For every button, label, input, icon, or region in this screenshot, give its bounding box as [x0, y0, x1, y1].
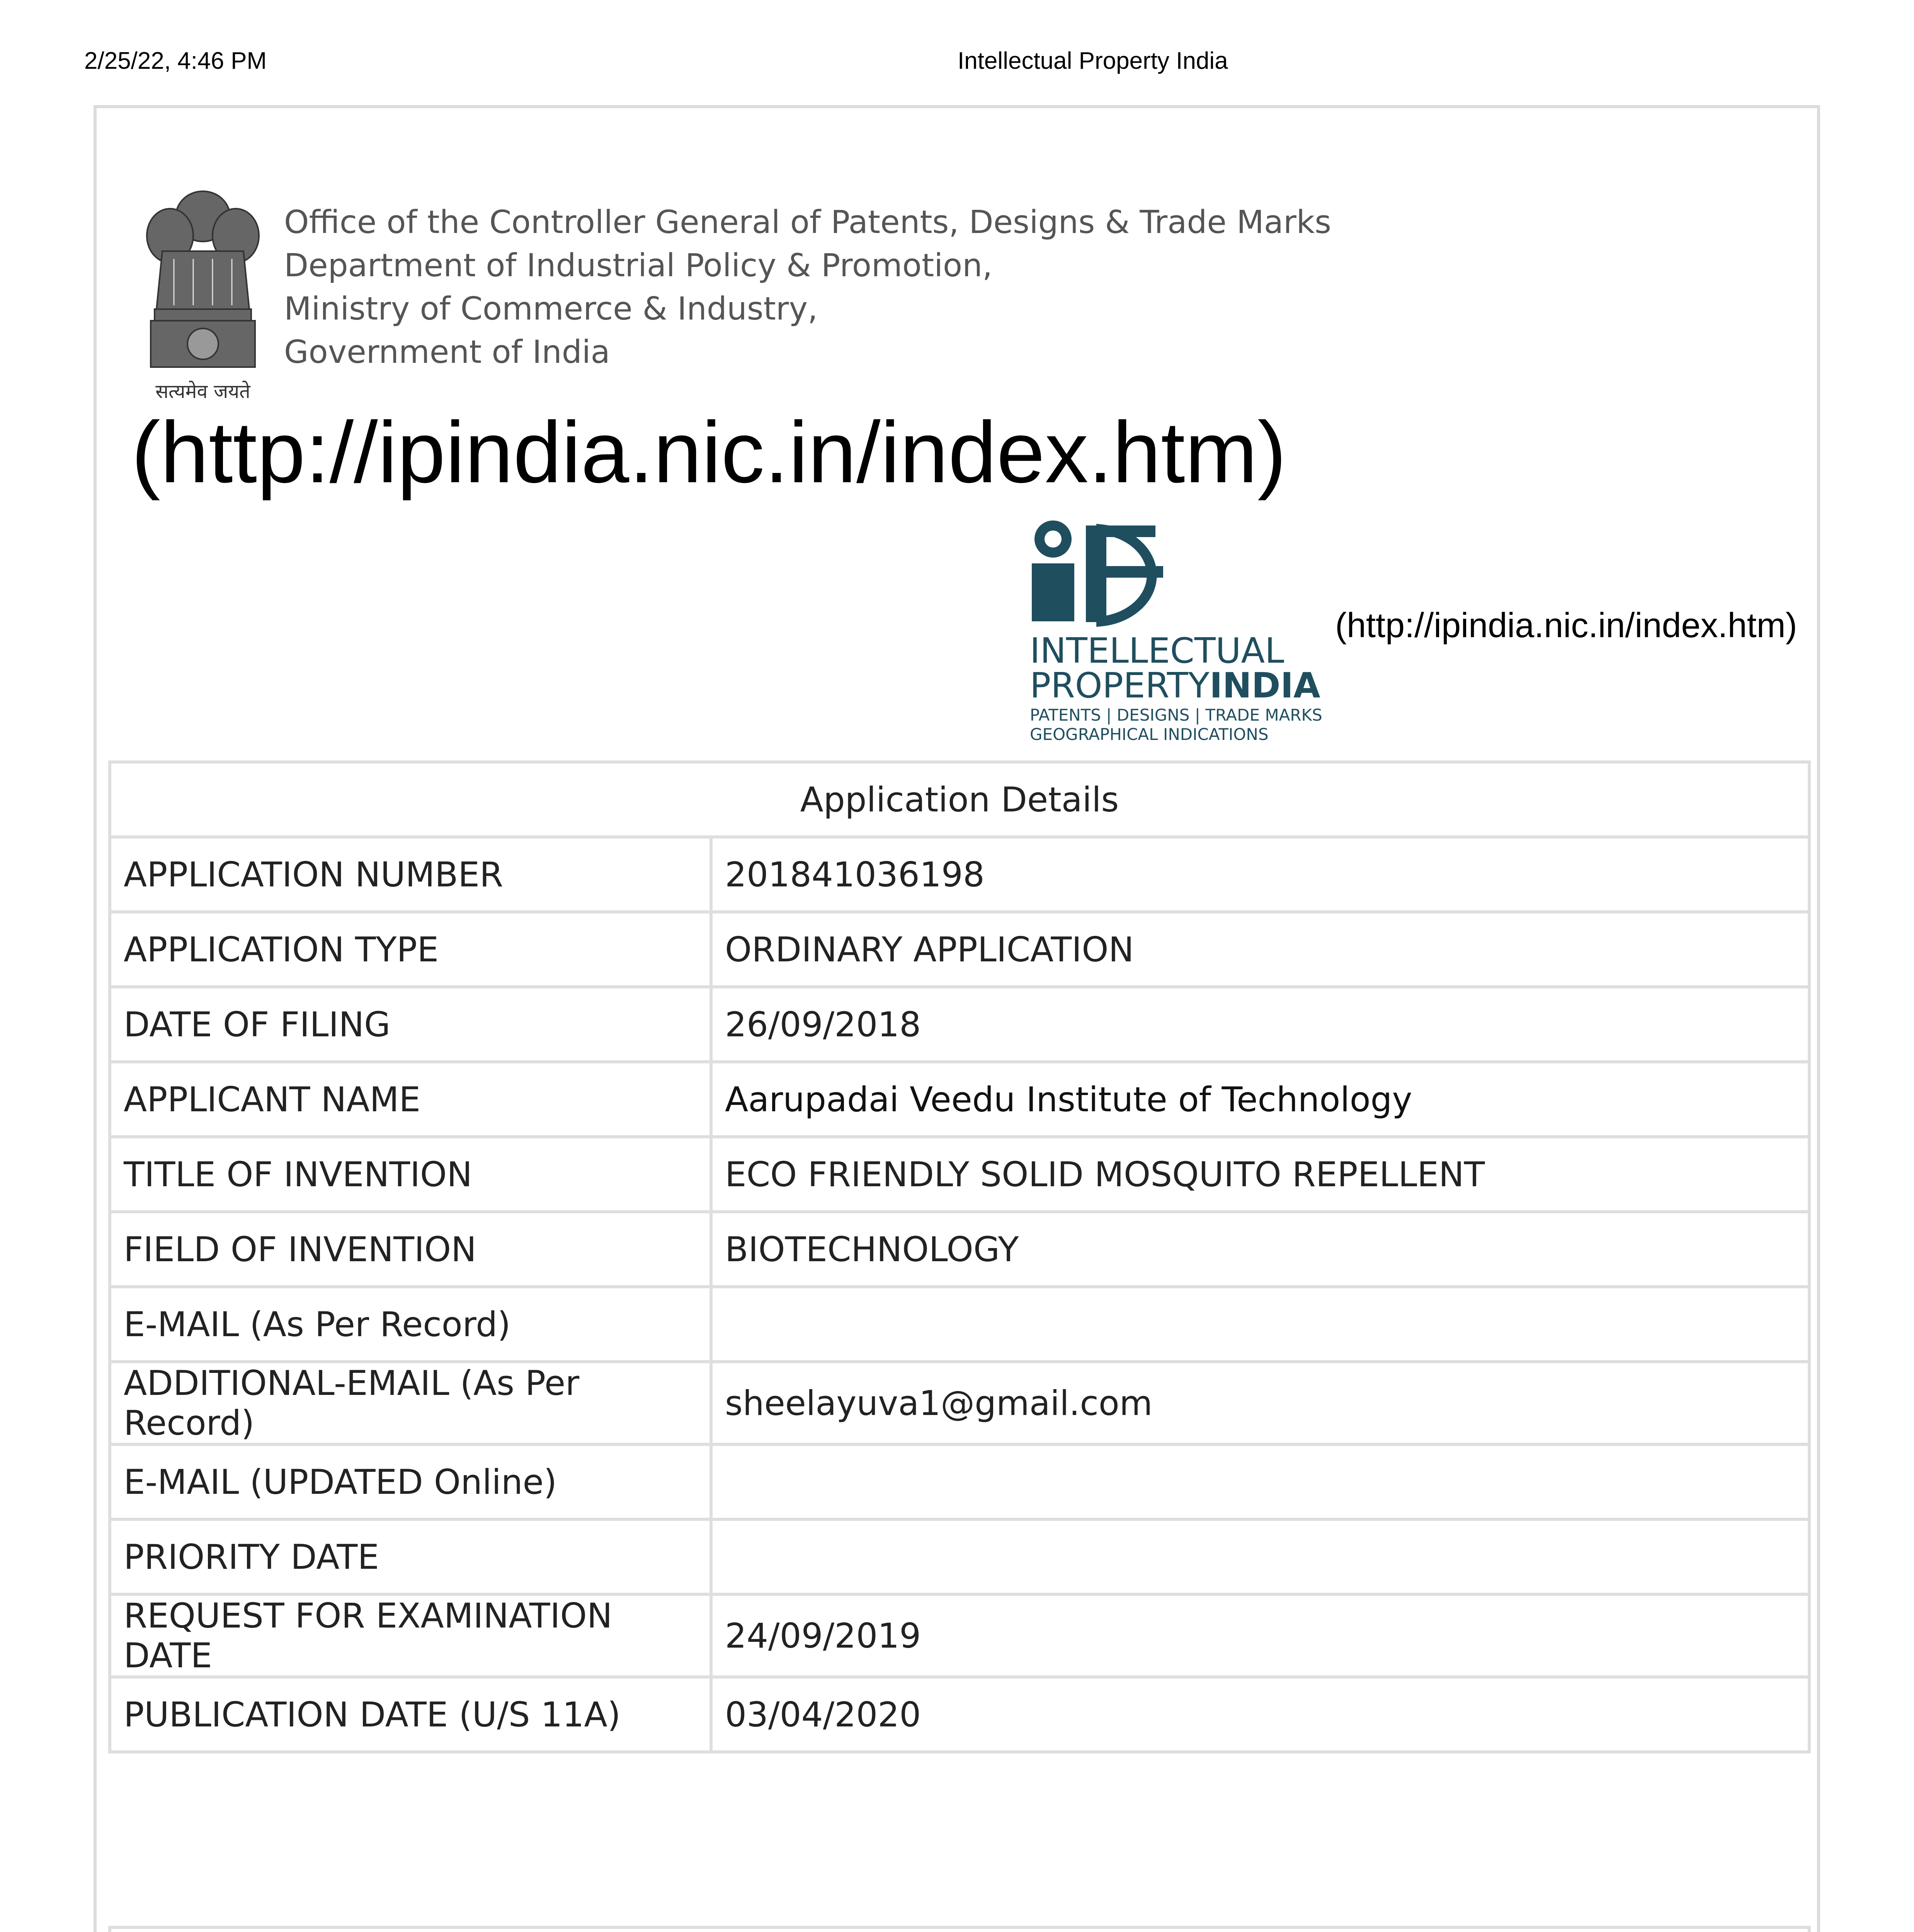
row-value: sheelayuva1@gmail.com — [711, 1362, 1809, 1444]
row-label: TITLE OF INVENTION — [110, 1137, 711, 1212]
row-label: PUBLICATION DATE (U/S 11A) — [110, 1677, 711, 1752]
table-heading: Application Details — [110, 762, 1809, 837]
logo-line: PROPERTY — [1030, 665, 1210, 706]
row-value — [711, 1519, 1809, 1594]
row-label: ADDITIONAL-EMAIL (As Per Record) — [110, 1362, 711, 1444]
status-heading — [110, 1927, 1809, 1932]
office-line: Ministry of Commerce & Industry, — [284, 291, 818, 327]
table-row — [110, 1362, 1809, 1444]
table-row — [110, 837, 1809, 912]
print-datetime: 2/25/22, 4:46 PM — [84, 48, 267, 74]
table-row — [110, 987, 1809, 1062]
row-value: 03/04/2020 — [711, 1677, 1809, 1752]
row-value: Aarupadai Veedu Institute of Technology — [711, 1062, 1809, 1137]
logo-line: INDIA — [1210, 665, 1320, 706]
row-label: FIELD OF INVENTION — [110, 1212, 711, 1287]
row-value: 201841036198 — [711, 837, 1809, 912]
home-link[interactable]: (http://ipindia.nic.in/index.htm) — [131, 403, 1286, 501]
office-line: Office of the Controller General of Patents, Designs & Trade Marks — [284, 204, 1331, 241]
table-row — [110, 912, 1809, 987]
row-label: APPLICANT NAME — [110, 1062, 711, 1137]
row-value: ORDINARY APPLICATION — [711, 912, 1809, 987]
table-row — [110, 1212, 1809, 1287]
print-page-title: Intellectual Property India — [958, 48, 1228, 74]
ip-india-logo[interactable] — [1028, 518, 1337, 746]
row-label: APPLICATION NUMBER — [110, 837, 711, 912]
office-lines — [284, 201, 1331, 374]
application-status-table — [108, 1926, 1811, 1932]
row-label: DATE OF FILING — [110, 987, 711, 1062]
table-row — [110, 1062, 1809, 1137]
emblem-motto: सत्यमेव जयते — [155, 380, 250, 403]
row-value — [711, 1287, 1809, 1362]
table-row — [110, 1444, 1809, 1519]
office-line: Department of Industrial Policy & Promotion, — [284, 247, 993, 284]
table-row — [110, 1137, 1809, 1212]
row-value: ECO FRIENDLY SOLID MOSQUITO REPELLENT — [711, 1137, 1809, 1212]
logo-line: PATENTS | DESIGNS | TRADE MARKS — [1030, 706, 1322, 724]
logo-line: GEOGRAPHICAL INDICATIONS — [1030, 725, 1269, 744]
table-row — [110, 1594, 1809, 1677]
row-label: REQUEST FOR EXAMINATION DATE — [110, 1594, 711, 1677]
row-value — [711, 1444, 1809, 1519]
office-line: Government of India — [284, 334, 610, 371]
national-emblem-icon — [139, 182, 267, 406]
row-label: E-MAIL (As Per Record) — [110, 1287, 711, 1362]
row-value: BIOTECHNOLOGY — [711, 1212, 1809, 1287]
application-details-table — [108, 760, 1811, 1753]
logo-link[interactable]: (http://ipindia.nic.in/index.htm) — [1335, 606, 1797, 645]
table-row — [110, 1519, 1809, 1594]
row-label: PRIORITY DATE — [110, 1519, 711, 1594]
row-label: APPLICATION TYPE — [110, 912, 711, 987]
row-value: 24/09/2019 — [711, 1594, 1809, 1677]
table-row — [110, 1287, 1809, 1362]
logo-line: INTELLECTUAL — [1030, 631, 1285, 671]
row-value: 26/09/2018 — [711, 987, 1809, 1062]
row-label: E-MAIL (UPDATED Online) — [110, 1444, 711, 1519]
table-row — [110, 1677, 1809, 1752]
